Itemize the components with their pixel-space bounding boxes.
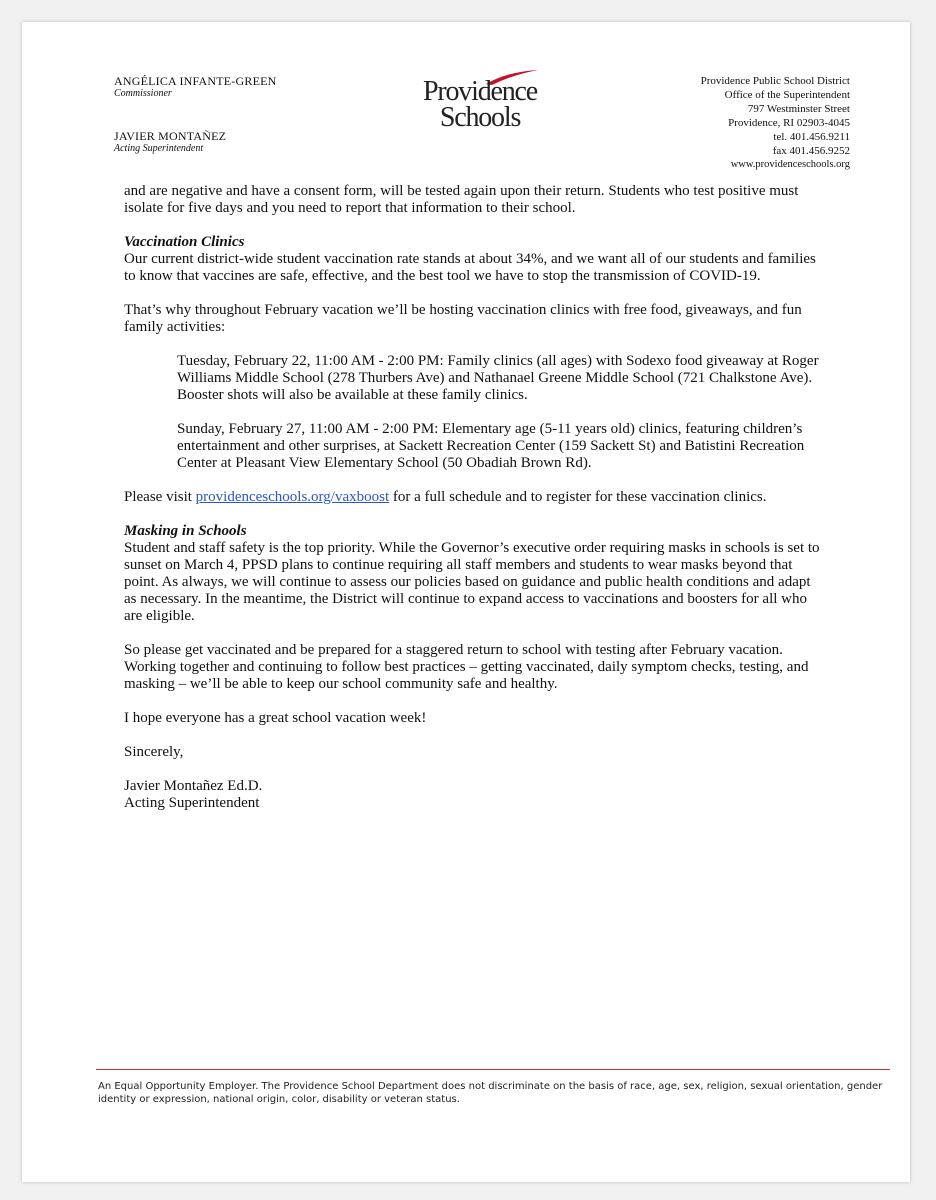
street-address: 797 Westminster Street (747, 103, 850, 115)
heading-masking-in-schools: Masking in Schools (124, 523, 247, 539)
logo-text-line1: Providence (423, 76, 537, 107)
closing: Sincerely, (124, 744, 184, 760)
officials-block (114, 74, 277, 155)
letter-page (22, 22, 910, 1182)
paragraph-testing: and are negative and have a consent form, will be tested again upon their return. Students who test positive must isolate for five days and you need to report that information to their school. (124, 183, 799, 216)
fax: fax 401.456.9252 (772, 145, 850, 157)
office-name: Office of the Superintendent (724, 89, 850, 101)
signature-title: Acting Superintendent (124, 795, 260, 811)
heading-vaccination-clinics: Vaccination Clinics (124, 234, 245, 250)
signature-name: Javier Montañez Ed.D. (124, 778, 263, 794)
district-address-block (701, 74, 850, 172)
footer-divider (96, 1069, 890, 1070)
commissioner-title: Commissioner (114, 88, 172, 99)
district-website: www.providenceschools.org (730, 159, 850, 170)
telephone: tel. 401.456.9211 (773, 131, 850, 143)
visit-text-after: for a full schedule and to register for these vaccination clinics. (389, 489, 767, 505)
commissioner-name: ANGÉLICA INFANTE-GREEN (114, 74, 277, 88)
providence-schools-logo (416, 68, 544, 150)
paragraph-vacation-wish: I hope everyone has a great school vacation week! (124, 710, 427, 726)
paragraph-visit-link (124, 489, 824, 506)
clinic-item-feb27: Sunday, February 27, 11:00 AM - 2:00 PM: Elementary age (5-11 years old) clinics, featuring children’s entertainment and other surprises, at Sackett Recreation Center (159 Sackett St) and Batistini Recreation Center at Pleasant View Elementary School (50 Obadiah Brown Rd). (177, 421, 805, 471)
district-name: Providence Public School District (700, 75, 850, 87)
paragraph-clinics-intro: That’s why throughout February vacation we’ll be hosting vaccination clinics with free food, giveaways, and fun family activities: (124, 302, 802, 335)
city-state-zip: Providence, RI 02903-4045 (728, 117, 850, 129)
letter-body (124, 183, 824, 812)
equal-opportunity-footer: An Equal Opportunity Employer. The Providence School Department does not discriminate on the basis of race, age, sex, religion, sexual orientation, gender identity or expression, national origin, color, disability or veteran status. (98, 1081, 883, 1105)
vaxboost-link[interactable]: providenceschools.org/vaxboost (195, 489, 390, 505)
visit-text-before: Please visit (124, 489, 196, 505)
superintendent-title: Acting Superintendent (114, 143, 204, 154)
paragraph-vaccination-rate: Our current district-wide student vaccination rate stands at about 34%, and we want all of our students and families to know that vaccines are safe, effective, and the best tool we have to stop the transmission of COVID-19. (124, 251, 816, 284)
clinic-item-feb22: Tuesday, February 22, 11:00 AM - 2:00 PM: Family clinics (all ages) with Sodexo food giveaway at Roger Williams Middle School (278 Thurbers Ave) and Nathanael Greene Middle School (721 Chalkstone Ave). Booster shots will also be available at these family clinics. (177, 353, 819, 403)
logo-text-line2: Schools (439, 102, 521, 133)
paragraph-get-vaccinated: So please get vaccinated and be prepared for a staggered return to school with testing after February vacation. Working together and continuing to follow best practices – getting vaccinated, daily symptom checks, testing, and masking – we’ll be able to keep our school community safe and healthy. (124, 642, 809, 692)
paragraph-masking: Student and staff safety is the top priority. While the Governor’s executive order requiring masks in schools is set to sunset on March 4, PPSD plans to continue requiring all staff members and students to wear masks beyond that point. As always, we will continue to assess our policies based on guidance and public health conditions and adapt as necessary. In the meantime, the District will continue to expand access to vaccinations and boosters for all who are eligible. (124, 540, 820, 624)
superintendent-name: JAVIER MONTAÑEZ (114, 129, 227, 143)
